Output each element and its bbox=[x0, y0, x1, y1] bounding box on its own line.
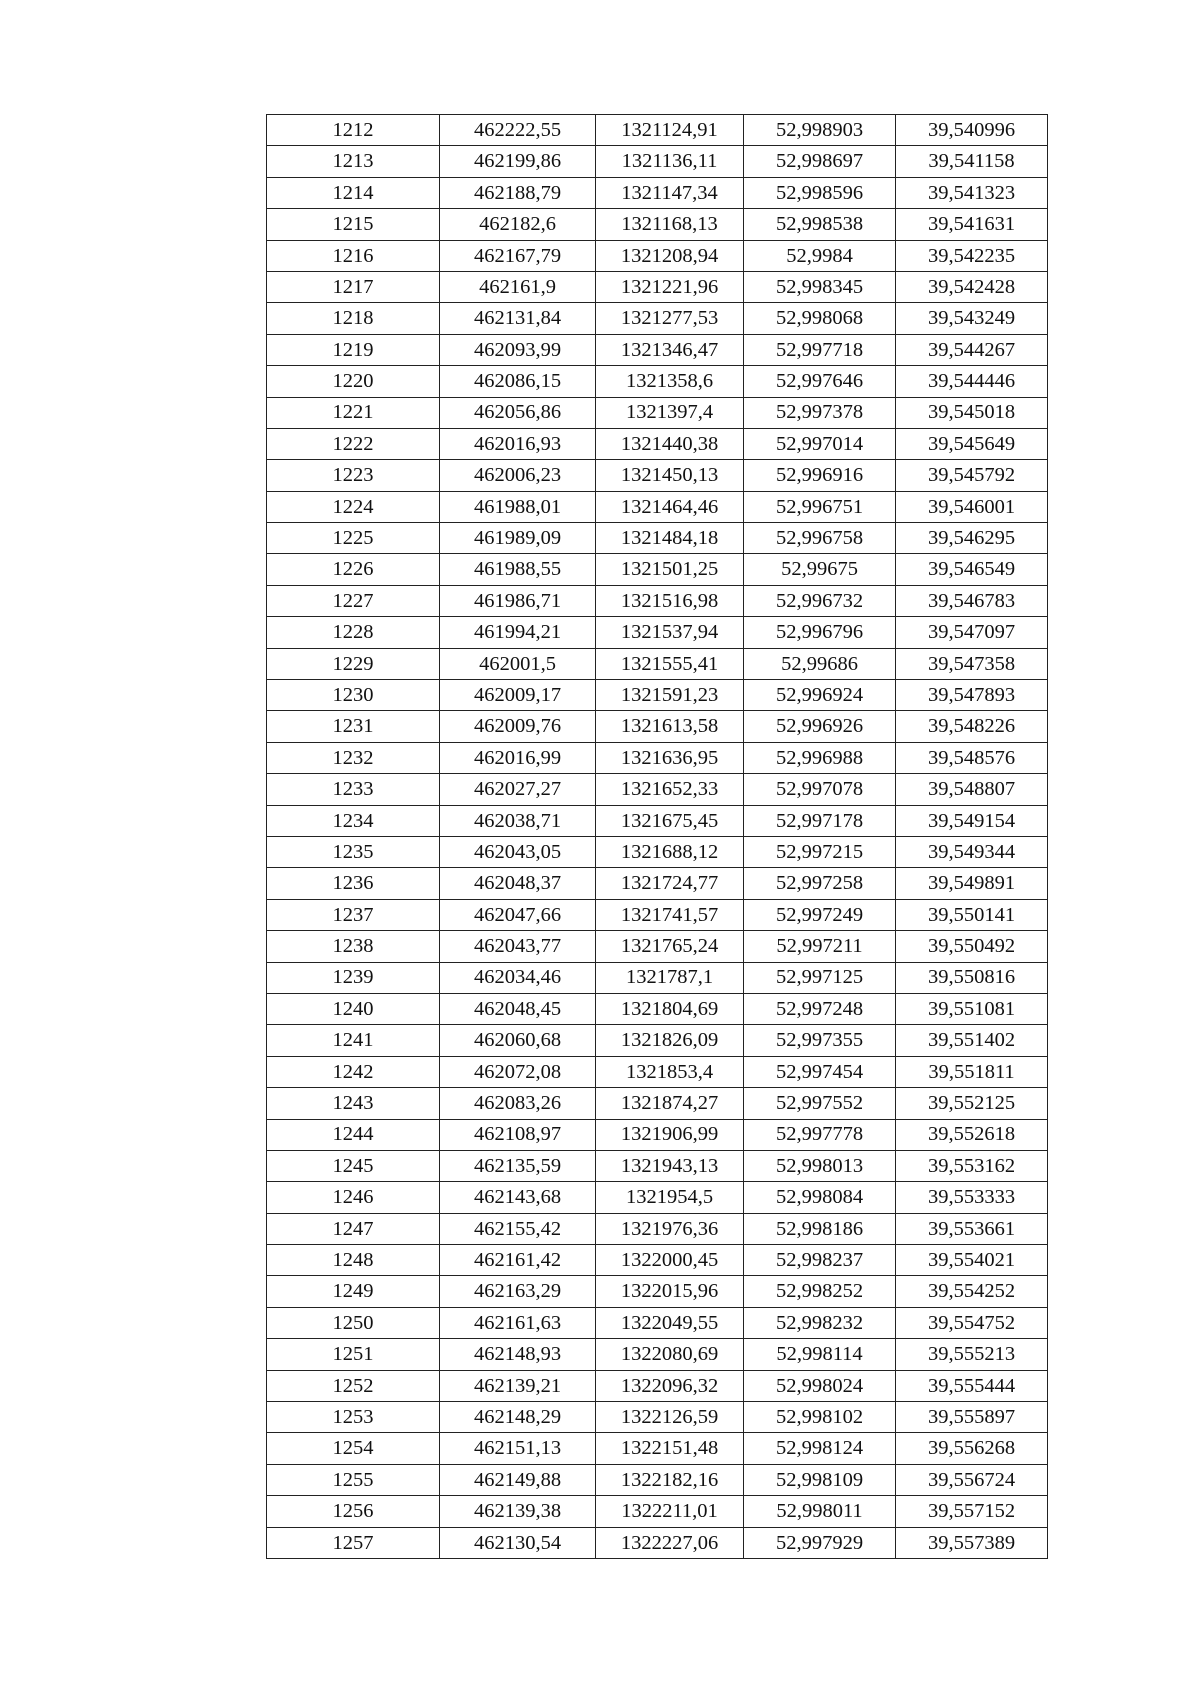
table-row bbox=[267, 1276, 1048, 1307]
longitude-cell: 39,551402 bbox=[896, 1025, 1048, 1056]
latitude-cell: 52,997929 bbox=[744, 1527, 896, 1558]
latitude-cell: 52,998013 bbox=[744, 1150, 896, 1181]
y-coordinate-cell: 1321516,98 bbox=[596, 585, 744, 616]
y-coordinate-cell: 1321636,95 bbox=[596, 742, 744, 773]
table-row bbox=[267, 303, 1048, 334]
latitude-cell: 52,997014 bbox=[744, 428, 896, 459]
x-coordinate-cell: 461988,55 bbox=[440, 554, 596, 585]
latitude-cell: 52,99675 bbox=[744, 554, 896, 585]
latitude-cell: 52,997249 bbox=[744, 899, 896, 930]
point-number-cell: 1249 bbox=[267, 1276, 440, 1307]
y-coordinate-cell: 1321358,6 bbox=[596, 366, 744, 397]
y-coordinate-cell: 1321221,96 bbox=[596, 271, 744, 302]
longitude-cell: 39,549344 bbox=[896, 836, 1048, 867]
table-row bbox=[267, 1056, 1048, 1087]
y-coordinate-cell: 1321136,11 bbox=[596, 146, 744, 177]
longitude-cell: 39,548807 bbox=[896, 774, 1048, 805]
y-coordinate-cell: 1321976,36 bbox=[596, 1213, 744, 1244]
latitude-cell: 52,998011 bbox=[744, 1496, 896, 1527]
table-row bbox=[267, 397, 1048, 428]
table-row bbox=[267, 648, 1048, 679]
table-row bbox=[267, 1150, 1048, 1181]
x-coordinate-cell: 462108,97 bbox=[440, 1119, 596, 1150]
latitude-cell: 52,996926 bbox=[744, 711, 896, 742]
longitude-cell: 39,554252 bbox=[896, 1276, 1048, 1307]
latitude-cell: 52,998237 bbox=[744, 1245, 896, 1276]
table-row bbox=[267, 1182, 1048, 1213]
x-coordinate-cell: 462016,99 bbox=[440, 742, 596, 773]
longitude-cell: 39,555897 bbox=[896, 1402, 1048, 1433]
latitude-cell: 52,996796 bbox=[744, 617, 896, 648]
coordinate-table bbox=[266, 114, 1048, 1559]
table-row bbox=[267, 366, 1048, 397]
table-row bbox=[267, 209, 1048, 240]
longitude-cell: 39,553661 bbox=[896, 1213, 1048, 1244]
x-coordinate-cell: 462199,86 bbox=[440, 146, 596, 177]
table-row bbox=[267, 711, 1048, 742]
longitude-cell: 39,557389 bbox=[896, 1527, 1048, 1558]
y-coordinate-cell: 1322211,01 bbox=[596, 1496, 744, 1527]
x-coordinate-cell: 462048,37 bbox=[440, 868, 596, 899]
y-coordinate-cell: 1321652,33 bbox=[596, 774, 744, 805]
x-coordinate-cell: 462149,88 bbox=[440, 1464, 596, 1495]
x-coordinate-cell: 462148,93 bbox=[440, 1339, 596, 1370]
table-row bbox=[267, 1433, 1048, 1464]
table-row bbox=[267, 868, 1048, 899]
point-number-cell: 1225 bbox=[267, 523, 440, 554]
point-number-cell: 1250 bbox=[267, 1307, 440, 1338]
latitude-cell: 52,997078 bbox=[744, 774, 896, 805]
longitude-cell: 39,550816 bbox=[896, 962, 1048, 993]
longitude-cell: 39,549891 bbox=[896, 868, 1048, 899]
x-coordinate-cell: 462006,23 bbox=[440, 460, 596, 491]
latitude-cell: 52,998697 bbox=[744, 146, 896, 177]
point-number-cell: 1228 bbox=[267, 617, 440, 648]
table-row bbox=[267, 931, 1048, 962]
x-coordinate-cell: 462027,27 bbox=[440, 774, 596, 805]
latitude-cell: 52,998345 bbox=[744, 271, 896, 302]
point-number-cell: 1253 bbox=[267, 1402, 440, 1433]
x-coordinate-cell: 462135,59 bbox=[440, 1150, 596, 1181]
table-row bbox=[267, 617, 1048, 648]
longitude-cell: 39,557152 bbox=[896, 1496, 1048, 1527]
latitude-cell: 52,997125 bbox=[744, 962, 896, 993]
longitude-cell: 39,545792 bbox=[896, 460, 1048, 491]
point-number-cell: 1245 bbox=[267, 1150, 440, 1181]
x-coordinate-cell: 462043,05 bbox=[440, 836, 596, 867]
x-coordinate-cell: 462161,42 bbox=[440, 1245, 596, 1276]
longitude-cell: 39,547097 bbox=[896, 617, 1048, 648]
table-row bbox=[267, 993, 1048, 1024]
latitude-cell: 52,998232 bbox=[744, 1307, 896, 1338]
longitude-cell: 39,550492 bbox=[896, 931, 1048, 962]
table-row bbox=[267, 1339, 1048, 1370]
latitude-cell: 52,998186 bbox=[744, 1213, 896, 1244]
table-row bbox=[267, 271, 1048, 302]
y-coordinate-cell: 1321765,24 bbox=[596, 931, 744, 962]
longitude-cell: 39,553162 bbox=[896, 1150, 1048, 1181]
latitude-cell: 52,996916 bbox=[744, 460, 896, 491]
point-number-cell: 1222 bbox=[267, 428, 440, 459]
point-number-cell: 1220 bbox=[267, 366, 440, 397]
latitude-cell: 52,998109 bbox=[744, 1464, 896, 1495]
x-coordinate-cell: 461994,21 bbox=[440, 617, 596, 648]
x-coordinate-cell: 462001,5 bbox=[440, 648, 596, 679]
x-coordinate-cell: 462038,71 bbox=[440, 805, 596, 836]
longitude-cell: 39,545018 bbox=[896, 397, 1048, 428]
x-coordinate-cell: 462056,86 bbox=[440, 397, 596, 428]
y-coordinate-cell: 1321787,1 bbox=[596, 962, 744, 993]
x-coordinate-cell: 462047,66 bbox=[440, 899, 596, 930]
x-coordinate-cell: 462072,08 bbox=[440, 1056, 596, 1087]
table-row bbox=[267, 585, 1048, 616]
latitude-cell: 52,997718 bbox=[744, 334, 896, 365]
x-coordinate-cell: 462182,6 bbox=[440, 209, 596, 240]
longitude-cell: 39,550141 bbox=[896, 899, 1048, 930]
point-number-cell: 1256 bbox=[267, 1496, 440, 1527]
longitude-cell: 39,547358 bbox=[896, 648, 1048, 679]
y-coordinate-cell: 1321954,5 bbox=[596, 1182, 744, 1213]
x-coordinate-cell: 461989,09 bbox=[440, 523, 596, 554]
table-row bbox=[267, 899, 1048, 930]
table-row bbox=[267, 742, 1048, 773]
table-row bbox=[267, 1088, 1048, 1119]
latitude-cell: 52,99686 bbox=[744, 648, 896, 679]
x-coordinate-cell: 462188,79 bbox=[440, 177, 596, 208]
x-coordinate-cell: 462131,84 bbox=[440, 303, 596, 334]
x-coordinate-cell: 462043,77 bbox=[440, 931, 596, 962]
longitude-cell: 39,553333 bbox=[896, 1182, 1048, 1213]
table-row bbox=[267, 1402, 1048, 1433]
latitude-cell: 52,998024 bbox=[744, 1370, 896, 1401]
longitude-cell: 39,551081 bbox=[896, 993, 1048, 1024]
table-row bbox=[267, 1496, 1048, 1527]
longitude-cell: 39,541323 bbox=[896, 177, 1048, 208]
point-number-cell: 1229 bbox=[267, 648, 440, 679]
table-row bbox=[267, 1213, 1048, 1244]
longitude-cell: 39,544267 bbox=[896, 334, 1048, 365]
table-row bbox=[267, 836, 1048, 867]
x-coordinate-cell: 462009,17 bbox=[440, 680, 596, 711]
table-row bbox=[267, 1245, 1048, 1276]
point-number-cell: 1216 bbox=[267, 240, 440, 271]
table-row bbox=[267, 1464, 1048, 1495]
y-coordinate-cell: 1322151,48 bbox=[596, 1433, 744, 1464]
table-row bbox=[267, 1025, 1048, 1056]
coordinate-table-body bbox=[267, 115, 1048, 1559]
point-number-cell: 1235 bbox=[267, 836, 440, 867]
y-coordinate-cell: 1321464,46 bbox=[596, 491, 744, 522]
longitude-cell: 39,544446 bbox=[896, 366, 1048, 397]
longitude-cell: 39,546783 bbox=[896, 585, 1048, 616]
latitude-cell: 52,997211 bbox=[744, 931, 896, 962]
point-number-cell: 1248 bbox=[267, 1245, 440, 1276]
point-number-cell: 1255 bbox=[267, 1464, 440, 1495]
latitude-cell: 52,998596 bbox=[744, 177, 896, 208]
table-row bbox=[267, 146, 1048, 177]
point-number-cell: 1212 bbox=[267, 115, 440, 146]
latitude-cell: 52,998903 bbox=[744, 115, 896, 146]
x-coordinate-cell: 461986,71 bbox=[440, 585, 596, 616]
y-coordinate-cell: 1322080,69 bbox=[596, 1339, 744, 1370]
y-coordinate-cell: 1321484,18 bbox=[596, 523, 744, 554]
y-coordinate-cell: 1321675,45 bbox=[596, 805, 744, 836]
point-number-cell: 1247 bbox=[267, 1213, 440, 1244]
longitude-cell: 39,552125 bbox=[896, 1088, 1048, 1119]
latitude-cell: 52,997552 bbox=[744, 1088, 896, 1119]
point-number-cell: 1224 bbox=[267, 491, 440, 522]
point-number-cell: 1244 bbox=[267, 1119, 440, 1150]
latitude-cell: 52,996732 bbox=[744, 585, 896, 616]
x-coordinate-cell: 461988,01 bbox=[440, 491, 596, 522]
latitude-cell: 52,997778 bbox=[744, 1119, 896, 1150]
longitude-cell: 39,555213 bbox=[896, 1339, 1048, 1370]
longitude-cell: 39,551811 bbox=[896, 1056, 1048, 1087]
y-coordinate-cell: 1321277,53 bbox=[596, 303, 744, 334]
y-coordinate-cell: 1321613,58 bbox=[596, 711, 744, 742]
point-number-cell: 1236 bbox=[267, 868, 440, 899]
y-coordinate-cell: 1321501,25 bbox=[596, 554, 744, 585]
longitude-cell: 39,555444 bbox=[896, 1370, 1048, 1401]
latitude-cell: 52,997248 bbox=[744, 993, 896, 1024]
point-number-cell: 1232 bbox=[267, 742, 440, 773]
x-coordinate-cell: 462167,79 bbox=[440, 240, 596, 271]
x-coordinate-cell: 462009,76 bbox=[440, 711, 596, 742]
y-coordinate-cell: 1321906,99 bbox=[596, 1119, 744, 1150]
y-coordinate-cell: 1321346,47 bbox=[596, 334, 744, 365]
y-coordinate-cell: 1321397,4 bbox=[596, 397, 744, 428]
x-coordinate-cell: 462034,46 bbox=[440, 962, 596, 993]
longitude-cell: 39,542428 bbox=[896, 271, 1048, 302]
latitude-cell: 52,997258 bbox=[744, 868, 896, 899]
latitude-cell: 52,9984 bbox=[744, 240, 896, 271]
longitude-cell: 39,540996 bbox=[896, 115, 1048, 146]
x-coordinate-cell: 462139,21 bbox=[440, 1370, 596, 1401]
y-coordinate-cell: 1322000,45 bbox=[596, 1245, 744, 1276]
y-coordinate-cell: 1321724,77 bbox=[596, 868, 744, 899]
latitude-cell: 52,998114 bbox=[744, 1339, 896, 1370]
latitude-cell: 52,997178 bbox=[744, 805, 896, 836]
y-coordinate-cell: 1321555,41 bbox=[596, 648, 744, 679]
y-coordinate-cell: 1321168,13 bbox=[596, 209, 744, 240]
point-number-cell: 1223 bbox=[267, 460, 440, 491]
x-coordinate-cell: 462222,55 bbox=[440, 115, 596, 146]
y-coordinate-cell: 1321440,38 bbox=[596, 428, 744, 459]
latitude-cell: 52,996988 bbox=[744, 742, 896, 773]
x-coordinate-cell: 462161,63 bbox=[440, 1307, 596, 1338]
longitude-cell: 39,556724 bbox=[896, 1464, 1048, 1495]
point-number-cell: 1234 bbox=[267, 805, 440, 836]
x-coordinate-cell: 462083,26 bbox=[440, 1088, 596, 1119]
latitude-cell: 52,996924 bbox=[744, 680, 896, 711]
latitude-cell: 52,996758 bbox=[744, 523, 896, 554]
latitude-cell: 52,997378 bbox=[744, 397, 896, 428]
table-row bbox=[267, 177, 1048, 208]
longitude-cell: 39,541158 bbox=[896, 146, 1048, 177]
longitude-cell: 39,547893 bbox=[896, 680, 1048, 711]
point-number-cell: 1218 bbox=[267, 303, 440, 334]
latitude-cell: 52,998538 bbox=[744, 209, 896, 240]
y-coordinate-cell: 1322182,16 bbox=[596, 1464, 744, 1495]
table-row bbox=[267, 1307, 1048, 1338]
point-number-cell: 1219 bbox=[267, 334, 440, 365]
y-coordinate-cell: 1322049,55 bbox=[596, 1307, 744, 1338]
longitude-cell: 39,554752 bbox=[896, 1307, 1048, 1338]
x-coordinate-cell: 462155,42 bbox=[440, 1213, 596, 1244]
table-row bbox=[267, 1370, 1048, 1401]
y-coordinate-cell: 1321943,13 bbox=[596, 1150, 744, 1181]
x-coordinate-cell: 462060,68 bbox=[440, 1025, 596, 1056]
y-coordinate-cell: 1321147,34 bbox=[596, 177, 744, 208]
latitude-cell: 52,997355 bbox=[744, 1025, 896, 1056]
point-number-cell: 1227 bbox=[267, 585, 440, 616]
table-row bbox=[267, 115, 1048, 146]
point-number-cell: 1217 bbox=[267, 271, 440, 302]
latitude-cell: 52,996751 bbox=[744, 491, 896, 522]
table-row bbox=[267, 805, 1048, 836]
x-coordinate-cell: 462086,15 bbox=[440, 366, 596, 397]
table-row bbox=[267, 428, 1048, 459]
latitude-cell: 52,997646 bbox=[744, 366, 896, 397]
y-coordinate-cell: 1321537,94 bbox=[596, 617, 744, 648]
y-coordinate-cell: 1321804,69 bbox=[596, 993, 744, 1024]
table-row bbox=[267, 491, 1048, 522]
x-coordinate-cell: 462016,93 bbox=[440, 428, 596, 459]
point-number-cell: 1231 bbox=[267, 711, 440, 742]
latitude-cell: 52,998084 bbox=[744, 1182, 896, 1213]
point-number-cell: 1213 bbox=[267, 146, 440, 177]
point-number-cell: 1239 bbox=[267, 962, 440, 993]
table-row bbox=[267, 460, 1048, 491]
x-coordinate-cell: 462130,54 bbox=[440, 1527, 596, 1558]
x-coordinate-cell: 462048,45 bbox=[440, 993, 596, 1024]
latitude-cell: 52,998252 bbox=[744, 1276, 896, 1307]
longitude-cell: 39,542235 bbox=[896, 240, 1048, 271]
y-coordinate-cell: 1321208,94 bbox=[596, 240, 744, 271]
y-coordinate-cell: 1321591,23 bbox=[596, 680, 744, 711]
x-coordinate-cell: 462143,68 bbox=[440, 1182, 596, 1213]
y-coordinate-cell: 1321874,27 bbox=[596, 1088, 744, 1119]
table-row bbox=[267, 1119, 1048, 1150]
point-number-cell: 1230 bbox=[267, 680, 440, 711]
longitude-cell: 39,546001 bbox=[896, 491, 1048, 522]
longitude-cell: 39,543249 bbox=[896, 303, 1048, 334]
y-coordinate-cell: 1322096,32 bbox=[596, 1370, 744, 1401]
point-number-cell: 1240 bbox=[267, 993, 440, 1024]
x-coordinate-cell: 462163,29 bbox=[440, 1276, 596, 1307]
table-row bbox=[267, 774, 1048, 805]
x-coordinate-cell: 462093,99 bbox=[440, 334, 596, 365]
y-coordinate-cell: 1321124,91 bbox=[596, 115, 744, 146]
longitude-cell: 39,549154 bbox=[896, 805, 1048, 836]
y-coordinate-cell: 1322227,06 bbox=[596, 1527, 744, 1558]
longitude-cell: 39,546295 bbox=[896, 523, 1048, 554]
longitude-cell: 39,545649 bbox=[896, 428, 1048, 459]
y-coordinate-cell: 1321450,13 bbox=[596, 460, 744, 491]
point-number-cell: 1257 bbox=[267, 1527, 440, 1558]
y-coordinate-cell: 1321688,12 bbox=[596, 836, 744, 867]
point-number-cell: 1214 bbox=[267, 177, 440, 208]
latitude-cell: 52,998124 bbox=[744, 1433, 896, 1464]
latitude-cell: 52,998102 bbox=[744, 1402, 896, 1433]
point-number-cell: 1215 bbox=[267, 209, 440, 240]
table-row bbox=[267, 523, 1048, 554]
longitude-cell: 39,541631 bbox=[896, 209, 1048, 240]
point-number-cell: 1252 bbox=[267, 1370, 440, 1401]
point-number-cell: 1237 bbox=[267, 899, 440, 930]
longitude-cell: 39,552618 bbox=[896, 1119, 1048, 1150]
latitude-cell: 52,997454 bbox=[744, 1056, 896, 1087]
y-coordinate-cell: 1322015,96 bbox=[596, 1276, 744, 1307]
longitude-cell: 39,546549 bbox=[896, 554, 1048, 585]
y-coordinate-cell: 1321853,4 bbox=[596, 1056, 744, 1087]
point-number-cell: 1233 bbox=[267, 774, 440, 805]
point-number-cell: 1246 bbox=[267, 1182, 440, 1213]
point-number-cell: 1243 bbox=[267, 1088, 440, 1119]
x-coordinate-cell: 462148,29 bbox=[440, 1402, 596, 1433]
table-row bbox=[267, 240, 1048, 271]
point-number-cell: 1254 bbox=[267, 1433, 440, 1464]
longitude-cell: 39,556268 bbox=[896, 1433, 1048, 1464]
table-row bbox=[267, 680, 1048, 711]
point-number-cell: 1242 bbox=[267, 1056, 440, 1087]
y-coordinate-cell: 1321826,09 bbox=[596, 1025, 744, 1056]
x-coordinate-cell: 462139,38 bbox=[440, 1496, 596, 1527]
x-coordinate-cell: 462161,9 bbox=[440, 271, 596, 302]
table-row bbox=[267, 554, 1048, 585]
point-number-cell: 1238 bbox=[267, 931, 440, 962]
point-number-cell: 1251 bbox=[267, 1339, 440, 1370]
y-coordinate-cell: 1322126,59 bbox=[596, 1402, 744, 1433]
longitude-cell: 39,554021 bbox=[896, 1245, 1048, 1276]
point-number-cell: 1241 bbox=[267, 1025, 440, 1056]
y-coordinate-cell: 1321741,57 bbox=[596, 899, 744, 930]
point-number-cell: 1221 bbox=[267, 397, 440, 428]
longitude-cell: 39,548226 bbox=[896, 711, 1048, 742]
point-number-cell: 1226 bbox=[267, 554, 440, 585]
latitude-cell: 52,998068 bbox=[744, 303, 896, 334]
x-coordinate-cell: 462151,13 bbox=[440, 1433, 596, 1464]
table-row bbox=[267, 334, 1048, 365]
table-row bbox=[267, 962, 1048, 993]
table-row bbox=[267, 1527, 1048, 1558]
latitude-cell: 52,997215 bbox=[744, 836, 896, 867]
longitude-cell: 39,548576 bbox=[896, 742, 1048, 773]
